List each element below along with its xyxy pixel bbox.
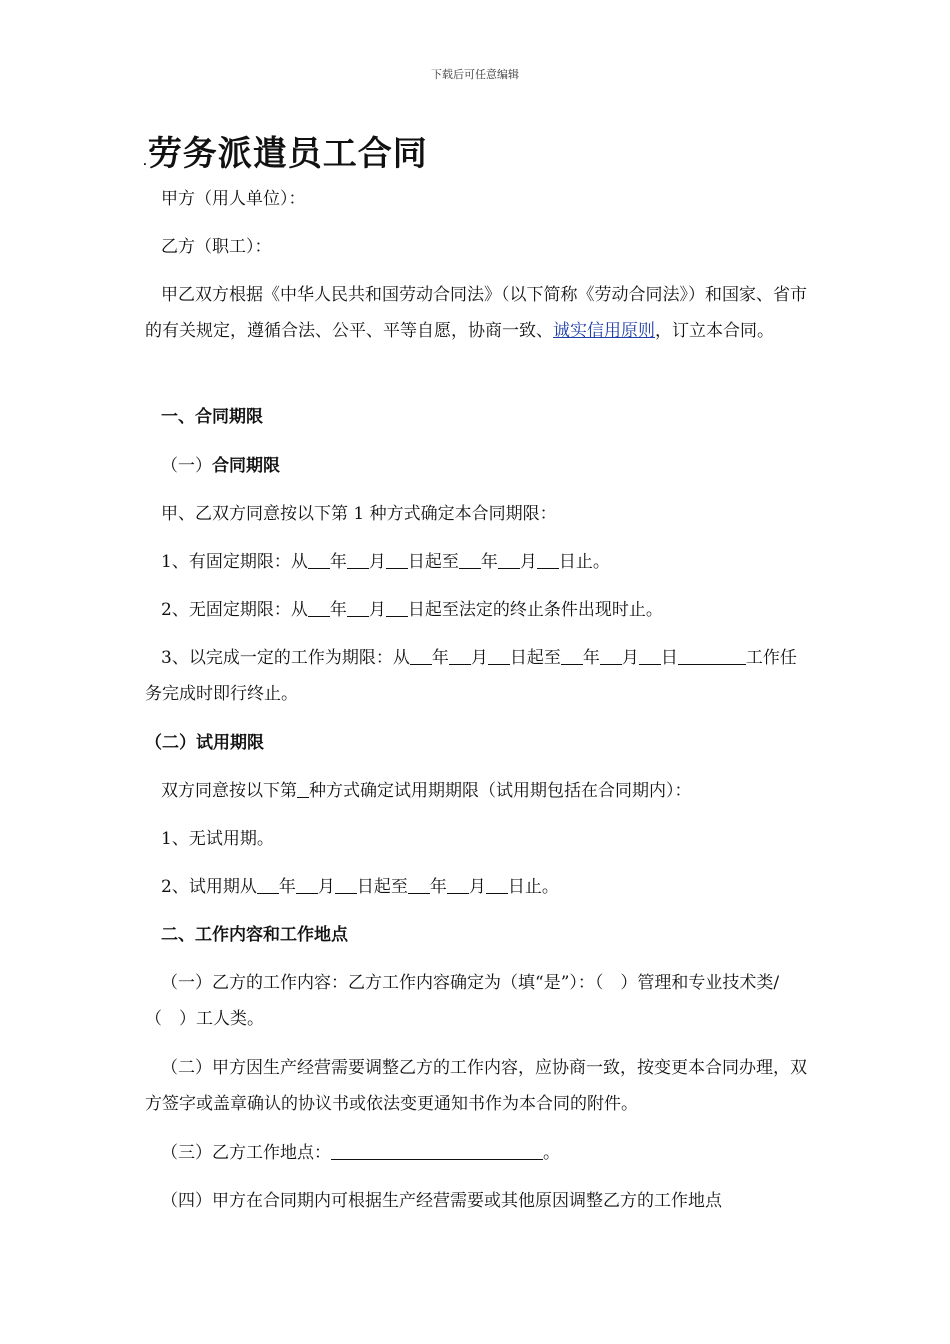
integrity-principle-link[interactable]: 诚实信用原则 bbox=[553, 321, 655, 341]
term-item-2 bbox=[145, 592, 810, 628]
blank-field[interactable] bbox=[308, 598, 330, 617]
year-label: 年 bbox=[329, 600, 347, 620]
blank-field[interactable] bbox=[488, 646, 510, 665]
probation-intro-b: 种方式确定试用期期限（试用期包括在合同期内）： bbox=[309, 781, 692, 801]
term-item-3 bbox=[145, 640, 810, 712]
page-header: 下载后可任意编辑 bbox=[431, 68, 519, 81]
section2-paragraph-2: （二）甲方因生产经营需要调整乙方的工作内容，应协商一致，按变更本合同办理，双方签字或盖章确认的协议书或依法变更通知书作为本合同的附件。 bbox=[145, 1058, 807, 1114]
section1-sub2-heading: （二）试用期限 bbox=[145, 733, 264, 753]
probation-intro bbox=[145, 773, 810, 809]
blank-field[interactable] bbox=[486, 875, 508, 894]
section1-heading: 一、合同期限 bbox=[161, 407, 263, 427]
section2-heading: 二、工作内容和工作地点 bbox=[161, 925, 348, 945]
day-label: 日起至 bbox=[407, 552, 459, 572]
work-location-label: （三）乙方工作地点： bbox=[161, 1143, 331, 1163]
section2-paragraph-1: （一）乙方的工作内容：乙方工作内容确定为（填“是”）：（ ）管理和专业技术类/（ ）工人类。 bbox=[145, 973, 780, 1029]
blank-field[interactable] bbox=[308, 550, 330, 569]
preamble-text: 甲乙双方根据《中华人民共和国劳动合同法》（以下简称《劳动合同法》）和国家、省市的有关规定，遵循合法、公平、平等自愿，协商一致、 bbox=[145, 285, 807, 341]
blank-field[interactable] bbox=[347, 598, 369, 617]
year-label: 年 bbox=[429, 877, 447, 897]
blank-field[interactable] bbox=[408, 875, 430, 894]
day-label: 日起至 bbox=[356, 877, 408, 897]
item-tail: 工作任务完成时即行终止。 bbox=[145, 648, 797, 704]
blank-field[interactable] bbox=[257, 875, 279, 894]
party-a-line: 甲方（用人单位）： bbox=[161, 189, 306, 209]
blank-field[interactable] bbox=[561, 646, 583, 665]
year-label: 年 bbox=[329, 552, 347, 572]
blank-field[interactable] bbox=[537, 550, 559, 569]
preamble-tail: ，订立本合同。 bbox=[655, 321, 774, 341]
title-bullet: . bbox=[143, 157, 148, 168]
day-label: 日起至法定的终止条件出现时止。 bbox=[407, 600, 663, 620]
work-location-field[interactable] bbox=[331, 1141, 543, 1160]
section1-sub1-heading bbox=[145, 448, 810, 484]
item-label: 1、有固定期限：从 bbox=[161, 552, 308, 572]
term-intro: 甲、乙双方同意按以下第 1 种方式确定本合同期限： bbox=[161, 504, 557, 524]
sub1-title: 合同期限 bbox=[212, 456, 280, 476]
blank-field[interactable] bbox=[335, 875, 357, 894]
day-label: 日止。 bbox=[507, 877, 559, 897]
month-label: 月 bbox=[470, 648, 488, 668]
item-label: 3、以完成一定的工作为期限：从 bbox=[161, 648, 410, 668]
blank-field[interactable] bbox=[678, 646, 746, 665]
blank-field[interactable] bbox=[498, 550, 520, 569]
year-label: 年 bbox=[431, 648, 449, 668]
month-label: 月 bbox=[468, 877, 486, 897]
item-label: 2、试用期从 bbox=[161, 877, 257, 897]
year-label: 年 bbox=[582, 648, 600, 668]
probation-item-2 bbox=[145, 869, 810, 905]
blank-field[interactable] bbox=[386, 550, 408, 569]
month-label: 月 bbox=[368, 552, 386, 572]
day-label: 日 bbox=[660, 648, 678, 668]
day-label: 日起至 bbox=[509, 648, 561, 668]
month-label: 月 bbox=[317, 877, 335, 897]
blank-field[interactable] bbox=[600, 646, 622, 665]
blank-field[interactable] bbox=[297, 779, 309, 798]
blank-field[interactable] bbox=[449, 646, 471, 665]
blank-field[interactable] bbox=[447, 875, 469, 894]
preamble-paragraph bbox=[145, 277, 810, 349]
section2-paragraph-3 bbox=[145, 1135, 810, 1171]
party-b-line: 乙方（职工）： bbox=[161, 237, 272, 257]
section2-paragraph-4: （四）甲方在合同期内可根据生产经营需要或其他原因调整乙方的工作地点 bbox=[161, 1191, 722, 1211]
title-text: 劳务派遣员工合同 bbox=[147, 134, 428, 174]
year-label: 年 bbox=[278, 877, 296, 897]
probation-item-1: 1、无试用期。 bbox=[161, 829, 274, 849]
blank-field[interactable] bbox=[296, 875, 318, 894]
blank-field[interactable] bbox=[639, 646, 661, 665]
blank-field[interactable] bbox=[410, 646, 432, 665]
work-location-tail: 。 bbox=[543, 1143, 560, 1163]
day-label: 日止。 bbox=[558, 552, 610, 572]
item-label: 2、无固定期限：从 bbox=[161, 600, 308, 620]
blank-field[interactable] bbox=[386, 598, 408, 617]
year-label: 年 bbox=[480, 552, 498, 572]
month-label: 月 bbox=[368, 600, 386, 620]
probation-intro-a: 双方同意按以下第 bbox=[161, 781, 297, 801]
term-item-1 bbox=[145, 544, 810, 580]
sub1-prefix: （一） bbox=[161, 456, 212, 476]
document-title bbox=[143, 126, 428, 175]
month-label: 月 bbox=[519, 552, 537, 572]
blank-field[interactable] bbox=[459, 550, 481, 569]
month-label: 月 bbox=[621, 648, 639, 668]
blank-field[interactable] bbox=[347, 550, 369, 569]
